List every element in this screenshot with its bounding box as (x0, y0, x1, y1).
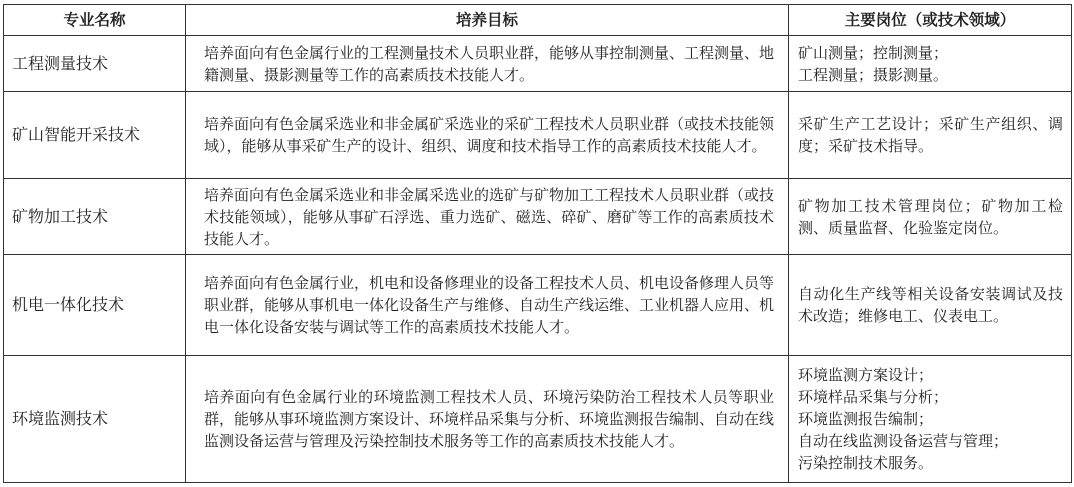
major-name: 环境监测技术 (4, 356, 186, 483)
table-row (4, 255, 1072, 356)
training-goal: 培养面向有色金属采选业和非金属采选业的选矿与矿物加工工程技术人员职业群（或技术技能领域），能够从事矿石浮选、重力选矿、磁选、碎矿、磨矿等工作的高素质技术技能人才。 (186, 179, 789, 255)
table-row (4, 179, 1072, 255)
main-posts (789, 36, 1072, 92)
table-row (4, 92, 1072, 179)
header-row (4, 5, 1072, 36)
major-name: 工程测量技术 (4, 36, 186, 92)
post-line: 环境监测方案设计； (798, 366, 934, 384)
table-row (4, 356, 1072, 483)
post-line: 自动化生产线等相关设备安装调试及技术改造；维修电工、仪表电工。 (798, 285, 1063, 325)
training-goal: 培养面向有色金属行业的环境监测工程技术人员、环境污染防治工程技术人员等职业群，能够从事环境监测方案设计、环境样品采集与分析、环境监测报告编制、自动在线监测设备运营与管理及污染控制技术服务等工作的高素质技术技能人才。 (186, 356, 789, 483)
main-posts (789, 356, 1072, 483)
post-line: 环境监测报告编制； (798, 410, 934, 428)
post-line: 污染控制技术服务。 (798, 454, 934, 472)
major-name: 矿山智能开采技术 (4, 92, 186, 179)
major-name: 矿物加工技术 (4, 179, 186, 255)
post-line: 自动在线监测设备运营与管理； (798, 432, 1009, 450)
post-line: 采矿生产工艺设计；采矿生产组织、调度；采矿技术指导。 (798, 115, 1063, 155)
majors-table (3, 4, 1072, 483)
training-goal: 培养面向有色金属采选业和非金属矿采选业的采矿工程技术人员职业群（或技术技能领域），能够从事采矿生产的设计、组织、调度和技术指导工作的高素质技术技能人才。 (186, 92, 789, 179)
post-line: 工程测量；摄影测量。 (798, 65, 949, 84)
post-line: 环境样品采集与分析； (798, 388, 949, 406)
main-posts (789, 179, 1072, 255)
post-line: 矿山测量；控制测量； (798, 43, 949, 62)
main-posts (789, 255, 1072, 356)
training-goal: 培养面向有色金属行业，机电和设备修理业的设备工程技术人员、机电设备修理人员等职业群，能够从事机电一体化设备生产与维修、自动生产线运维、工业机器人应用、机电一体化设备安装与调试等工作的高素质技术技能人才。 (186, 255, 789, 356)
training-goal: 培养面向有色金属行业的工程测量技术人员职业群，能够从事控制测量、工程测量、地籍测量、摄影测量等工作的高素质技术技能人才。 (186, 36, 789, 92)
post-line: 矿物加工技术管理岗位；矿物加工检测、质量监督、化验鉴定岗位。 (798, 196, 1063, 237)
table-row (4, 36, 1072, 92)
header-major: 专业名称 (4, 5, 186, 36)
major-name: 机电一体化技术 (4, 255, 186, 356)
main-posts (789, 92, 1072, 179)
header-goal: 培养目标 (186, 5, 789, 36)
header-posts: 主要岗位（或技术领域） (789, 5, 1072, 36)
